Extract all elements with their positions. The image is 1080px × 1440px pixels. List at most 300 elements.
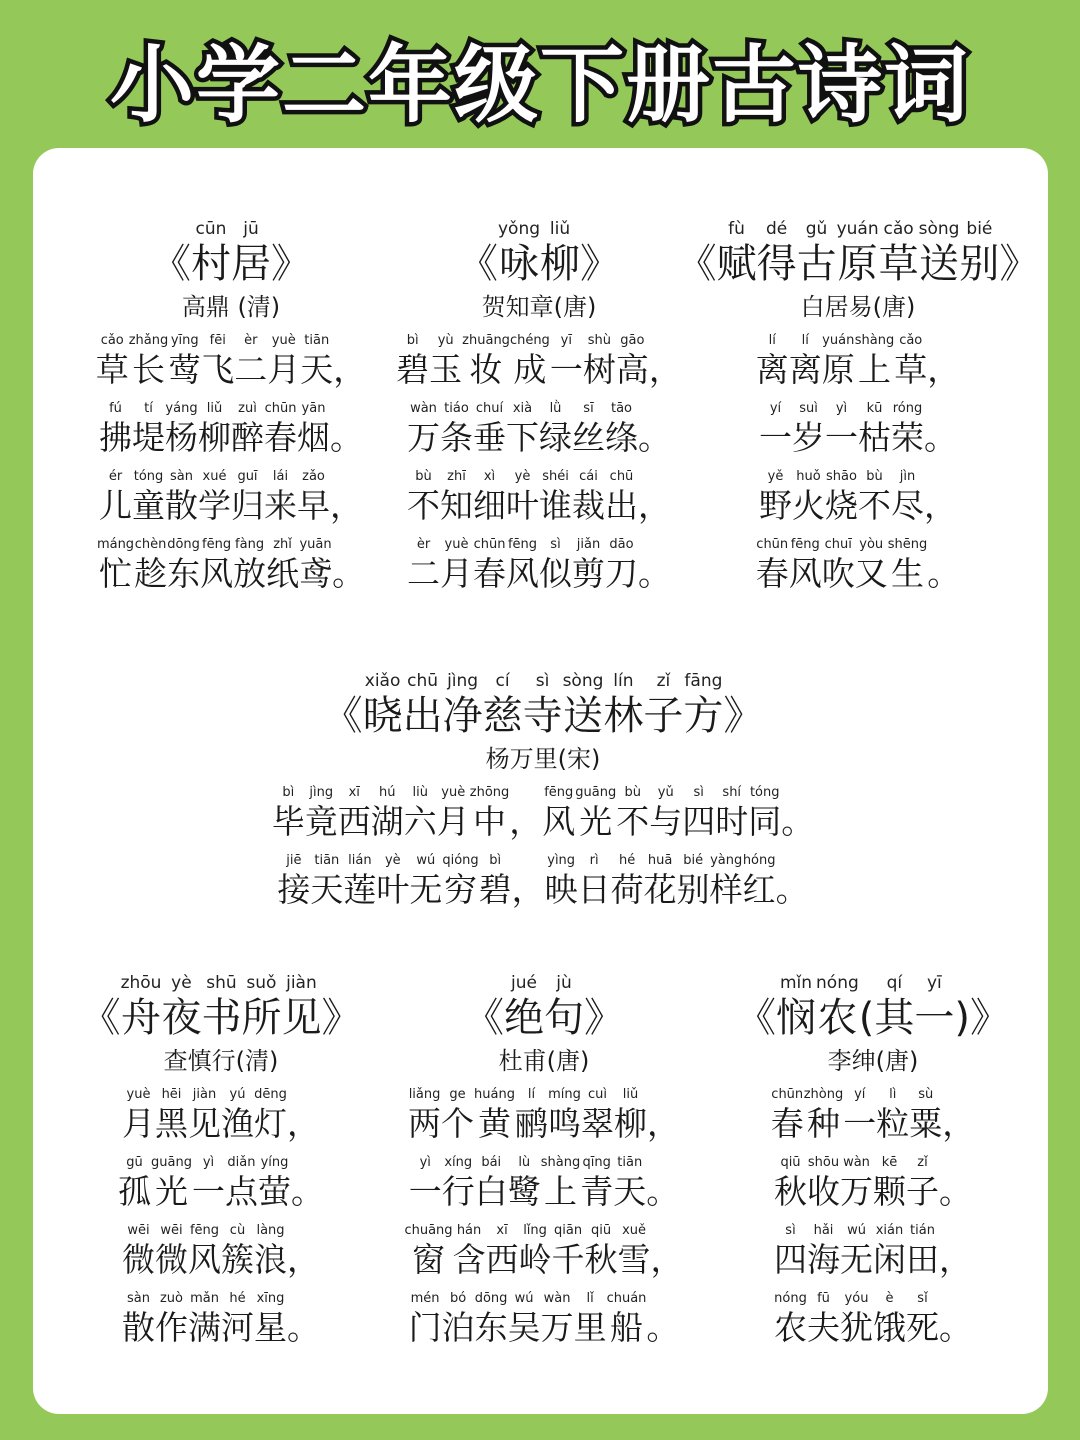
hanzi: 离 [788, 350, 822, 389]
syllable [548, 1086, 581, 1144]
syllable [403, 670, 443, 740]
hanzi: 春 [770, 1104, 804, 1143]
punctuation: ， [333, 350, 367, 389]
syllable [774, 1154, 807, 1212]
syllable [575, 784, 616, 842]
syllable [483, 670, 523, 740]
hanzi: 莺 [168, 350, 202, 389]
syllable [305, 784, 338, 842]
pinyin: lián [348, 853, 372, 868]
pinyin: hán [456, 1223, 482, 1238]
syllable [470, 784, 510, 842]
hanzi: 不 [407, 486, 440, 525]
close-bracket: 》 [969, 995, 1010, 1041]
hanzi: 渔 [221, 1104, 254, 1143]
hanzi: 天 [300, 350, 334, 389]
poem-title [163, 670, 923, 740]
pinyin: dāo [609, 537, 634, 552]
poem-line [61, 468, 401, 526]
pinyin: yǒng [497, 219, 541, 239]
hanzi: 得 [756, 241, 797, 287]
hanzi: 火 [792, 486, 825, 525]
punctuation: ， [939, 1240, 972, 1279]
hanzi: 古 [796, 241, 837, 287]
poem-line [389, 1290, 699, 1348]
syllable [122, 1222, 155, 1280]
pinyin: shōu [807, 1155, 840, 1170]
hanzi: 儿 [99, 486, 132, 525]
hanzi: 书 [201, 995, 242, 1041]
hanzi: 绦 [605, 418, 638, 457]
syllable [151, 1154, 192, 1212]
poem-line [673, 332, 1043, 390]
poem-author: 查慎行(清) [163, 1047, 279, 1075]
hanzi: 万 [407, 418, 440, 457]
punctuation: ， [287, 1240, 320, 1279]
syllable [254, 1086, 287, 1144]
syllable [343, 852, 376, 910]
close-bracket: 》 [271, 241, 311, 287]
pinyin: chūn [756, 537, 789, 552]
hanzi: 岭 [518, 1240, 552, 1279]
hanzi: 散 [122, 1308, 155, 1347]
hanzi: 玉 [429, 350, 463, 389]
pinyin: fū [817, 1291, 830, 1306]
syllable [132, 468, 165, 526]
pinyin: bó [449, 1291, 467, 1306]
pinyin: bù [624, 785, 641, 800]
hanzi: 一 [825, 418, 858, 457]
pinyin: jué [511, 973, 537, 993]
hanzi: 来 [264, 486, 297, 525]
pinyin: sù [918, 1087, 934, 1102]
syllable [804, 1086, 844, 1144]
pinyin: tián [910, 1223, 935, 1238]
hanzi: 草 [95, 350, 129, 389]
pinyin: fēng [189, 1223, 220, 1238]
syllable [506, 400, 539, 458]
pinyin: cí [495, 671, 510, 691]
pinyin: wú [416, 853, 436, 868]
hanzi: 一 [843, 1104, 877, 1143]
pinyin: dōng [474, 1291, 508, 1306]
pinyin: cái [579, 469, 598, 484]
poem-author: 李绅(唐) [827, 1047, 919, 1075]
hanzi: 归 [231, 486, 264, 525]
pinyin: liǔ [206, 401, 223, 416]
syllable [789, 536, 822, 594]
pinyin: xíng [444, 1155, 473, 1170]
syllable [572, 468, 605, 526]
syllable [797, 218, 837, 288]
hanzi: 簇 [221, 1240, 254, 1279]
syllable [539, 536, 572, 594]
hanzi: 天 [310, 870, 344, 909]
syllable [605, 400, 638, 458]
poem-line-inner [118, 1154, 324, 1212]
hanzi: 句 [544, 995, 584, 1041]
syllable [792, 400, 825, 458]
pinyin: lǐng [523, 1223, 547, 1238]
hanzi: 日 [577, 870, 611, 909]
syllable [442, 1154, 475, 1212]
pinyin: qiān [554, 1223, 583, 1238]
syllable [396, 332, 429, 390]
hanzi: 无 [840, 1240, 873, 1279]
hanzi: 一 [549, 350, 583, 389]
syllable [221, 1222, 254, 1280]
hanzi: 微 [122, 1240, 155, 1279]
pinyin: lín [613, 671, 634, 691]
hanzi: 叶 [506, 486, 539, 525]
pinyin: bì [489, 853, 502, 868]
syllable [759, 468, 792, 526]
punctuation: ， [646, 1104, 680, 1143]
hanzi: 一 [914, 995, 955, 1041]
syllable [376, 852, 409, 910]
syllable [462, 332, 510, 390]
poem-line [61, 400, 401, 458]
poem-line [389, 1086, 699, 1144]
hanzi: 饿 [873, 1308, 906, 1347]
hanzi: 东 [474, 1308, 508, 1347]
punctuation: 。 [330, 418, 363, 457]
poem-line-inner [774, 1154, 972, 1212]
syllable [776, 972, 816, 1042]
pinyin: lái [272, 469, 289, 484]
pinyin: nóng [816, 973, 859, 993]
syllable [807, 1290, 840, 1348]
hanzi: 鸢 [299, 554, 333, 593]
poem-title [673, 218, 1043, 288]
syllable [165, 400, 198, 458]
hanzi: 光 [579, 802, 613, 841]
pinyin: mǐn [779, 973, 813, 993]
pinyin: cù [229, 1223, 246, 1238]
hanzi: 二 [234, 350, 268, 389]
syllable [221, 1290, 254, 1348]
pinyin: zǐ [917, 1155, 928, 1170]
syllable [909, 1086, 942, 1144]
pinyin: yè [384, 853, 401, 868]
hanzi: 方 [683, 693, 724, 739]
syllable [473, 468, 506, 526]
syllable [717, 218, 757, 288]
pinyin: zhōng [469, 785, 510, 800]
hanzi: 黑 [155, 1104, 188, 1143]
punctuation: ， [330, 486, 363, 525]
open-bracket: 《 [464, 995, 504, 1041]
syllable [873, 1290, 906, 1348]
hanzi: 雪 [617, 1240, 651, 1279]
hanzi: 四 [774, 1240, 807, 1279]
syllable [822, 332, 855, 390]
pinyin: chuán [606, 1291, 647, 1306]
hanzi: 月 [122, 1104, 155, 1143]
pinyin: shí [722, 785, 742, 800]
syllable [613, 1154, 646, 1212]
pinyin: sì [693, 785, 704, 800]
syllable [616, 332, 649, 390]
open-bracket: 《 [457, 241, 498, 287]
syllable [442, 1290, 475, 1348]
pinyin: sǐ [917, 1291, 928, 1306]
pinyin: mǎn [190, 1291, 219, 1306]
pinyin: xuě [622, 1223, 647, 1238]
syllable [231, 218, 271, 288]
pinyin: xī [496, 1223, 508, 1238]
hanzi: 又 [854, 554, 888, 593]
hanzi: 赋 [716, 241, 757, 287]
pinyin: ér [108, 469, 123, 484]
punctuation: 。 [927, 554, 961, 593]
pinyin: wàn [843, 1155, 870, 1170]
pinyin: máng [96, 537, 135, 552]
syllable [906, 1290, 939, 1348]
hanzi: 上 [543, 1172, 577, 1211]
syllable [807, 1222, 840, 1280]
syllable [300, 332, 333, 390]
pinyin: yuán [836, 219, 879, 239]
pinyin: èr [244, 333, 258, 348]
pinyin: tāo [610, 401, 633, 416]
syllable [603, 670, 643, 740]
syllable [371, 784, 404, 842]
hanzi: 绿 [539, 418, 572, 457]
poem-line-inner [759, 468, 957, 526]
hanzi: 拂 [99, 418, 132, 457]
pinyin: fàng [235, 537, 265, 552]
hanzi: 离 [755, 350, 789, 389]
hanzi: 田 [906, 1240, 939, 1279]
hanzi: 高 [615, 350, 649, 389]
pinyin: liǔ [549, 219, 571, 239]
pinyin: huā [647, 853, 673, 868]
syllable [441, 1086, 474, 1144]
syllable [129, 332, 169, 390]
syllable [409, 1154, 442, 1212]
hanzi: 西 [337, 802, 371, 841]
hanzi: 散 [165, 486, 198, 525]
pinyin: zhǐ [273, 537, 292, 552]
pinyin: fēi [209, 333, 226, 348]
syllable [843, 1086, 876, 1144]
pinyin: yìng [547, 853, 576, 868]
syllable [874, 972, 914, 1042]
hanzi: 种 [806, 1104, 840, 1143]
hanzi: 悯 [776, 995, 817, 1041]
syllable [906, 1154, 939, 1212]
hanzi: 风 [542, 802, 576, 841]
pinyin: jìng [309, 785, 334, 800]
pinyin: liǎng [408, 1087, 441, 1102]
pinyin: xīng [256, 1291, 285, 1306]
syllable [155, 1086, 188, 1144]
pinyin: dé [765, 219, 788, 239]
syllable [771, 1086, 804, 1144]
pinyin: qióng [442, 853, 479, 868]
pinyin: yī [560, 333, 572, 348]
pinyin: zǎo [302, 469, 325, 484]
pinyin: jū [243, 219, 259, 239]
syllable [121, 972, 162, 1042]
hanzi: 草 [878, 241, 919, 287]
syllable [510, 332, 550, 390]
pinyin: chuí [475, 401, 504, 416]
open-bracket: 《 [676, 241, 717, 287]
syllable [479, 852, 512, 910]
syllable [167, 536, 200, 594]
poem-line [61, 332, 401, 390]
poem-line-inner [409, 1154, 679, 1212]
syllable [759, 400, 792, 458]
hanzi: 叶 [376, 870, 410, 909]
pinyin: shēng [887, 537, 928, 552]
pinyin: hé [619, 853, 636, 868]
pinyin: chū [609, 469, 634, 484]
poem-line-inner [774, 1290, 972, 1348]
syllable [508, 1290, 541, 1348]
syllable [682, 784, 715, 842]
pinyin: wēi [127, 1223, 150, 1238]
syllable [506, 536, 539, 594]
hanzi: 刀 [605, 554, 638, 593]
pinyin: yè [171, 973, 192, 993]
syllable [498, 218, 540, 288]
syllable [894, 332, 927, 390]
syllable [254, 1290, 287, 1348]
syllable [165, 468, 198, 526]
syllable [409, 1290, 442, 1348]
hanzi: 中 [473, 802, 507, 841]
hanzi: 原 [837, 241, 878, 287]
pinyin: bù [415, 469, 432, 484]
pinyin: yè [514, 469, 531, 484]
hanzi: 出 [402, 693, 443, 739]
pinyin: yì [419, 1155, 431, 1170]
syllable [429, 332, 462, 390]
pinyin: guāng [575, 785, 617, 800]
pinyin: chuī [824, 537, 852, 552]
hanzi: 湖 [370, 802, 404, 841]
syllable [607, 1290, 647, 1348]
hanzi: 一 [408, 1172, 442, 1211]
hanzi: 萤 [257, 1172, 291, 1211]
syllable [523, 670, 563, 740]
hanzi: 穷 [444, 870, 477, 909]
syllable [188, 1222, 221, 1280]
poem-title [713, 972, 1033, 1042]
pinyin: jìn [899, 469, 916, 484]
hanzi: 碧 [478, 870, 512, 909]
hanzi: 烟 [297, 418, 330, 457]
pinyin: èr [416, 537, 431, 552]
syllable [132, 400, 165, 458]
syllable [97, 536, 134, 594]
syllable [99, 468, 132, 526]
syllable [118, 1154, 151, 1212]
hanzi: 荣 [891, 418, 924, 457]
syllable [519, 1222, 552, 1280]
syllable [363, 670, 403, 740]
poem-line [61, 1222, 381, 1280]
pinyin: yuè [271, 333, 296, 348]
hanzi: 花 [643, 870, 677, 909]
hanzi: 月 [440, 554, 473, 593]
hanzi: 时 [715, 802, 749, 841]
punctuation: ， [287, 1104, 320, 1143]
hanzi: 条 [440, 418, 473, 457]
syllable [440, 536, 473, 594]
syllable [919, 218, 960, 288]
close-bracket: 》 [723, 693, 764, 739]
syllable [807, 1154, 840, 1212]
poem-zhouyeshusuojian [61, 972, 381, 1348]
syllable [572, 536, 605, 594]
syllable [540, 218, 580, 288]
pinyin: shū [206, 973, 237, 993]
syllable [201, 972, 241, 1042]
hanzi: 堤 [132, 418, 165, 457]
syllable [757, 218, 797, 288]
punctuation: ， [648, 350, 682, 389]
poem-title [61, 972, 381, 1042]
pinyin: shāo [826, 469, 857, 484]
hanzi: 万 [840, 1172, 873, 1211]
pinyin: cuì [587, 1087, 607, 1102]
syllable [221, 1086, 254, 1144]
syllable [954, 972, 970, 1042]
pinyin: wú [514, 1291, 534, 1306]
syllable [155, 1290, 188, 1348]
syllable [748, 784, 781, 842]
poem-line [61, 536, 401, 594]
hanzi: 舟 [121, 995, 161, 1041]
syllable [774, 1290, 807, 1348]
poem-line-inner [97, 536, 365, 594]
pinyin: lì [889, 1087, 897, 1102]
hanzi: 野 [759, 486, 792, 525]
pinyin: hēi [161, 1087, 182, 1102]
syllable [539, 400, 572, 458]
punctuation: 。 [638, 554, 671, 593]
pinyin: làng [256, 1223, 285, 1238]
pinyin: tóng [133, 469, 164, 484]
hanzi: 飞 [201, 350, 235, 389]
hanzi: 星 [254, 1308, 287, 1347]
hanzi: 裁 [572, 486, 605, 525]
syllable [134, 536, 167, 594]
hanzi: 妆 [469, 350, 503, 389]
hanzi: ) [954, 995, 970, 1041]
pinyin: fù [728, 219, 745, 239]
pinyin: sì [785, 1223, 796, 1238]
pinyin: fāng [684, 671, 723, 691]
pinyin: chéng [509, 333, 550, 348]
hanzi: 不 [858, 486, 891, 525]
hanzi: 童 [132, 486, 165, 525]
punctuation: 。 [775, 870, 809, 909]
hanzi: 个 [441, 1104, 475, 1143]
pinyin: xì [483, 469, 496, 484]
hanzi: 树 [582, 350, 616, 389]
syllable [614, 1086, 647, 1144]
syllable [407, 468, 440, 526]
syllable [504, 972, 544, 1042]
pinyin: yān [301, 401, 326, 416]
hanzi: 作 [155, 1308, 188, 1347]
hanzi: 门 [408, 1308, 442, 1347]
